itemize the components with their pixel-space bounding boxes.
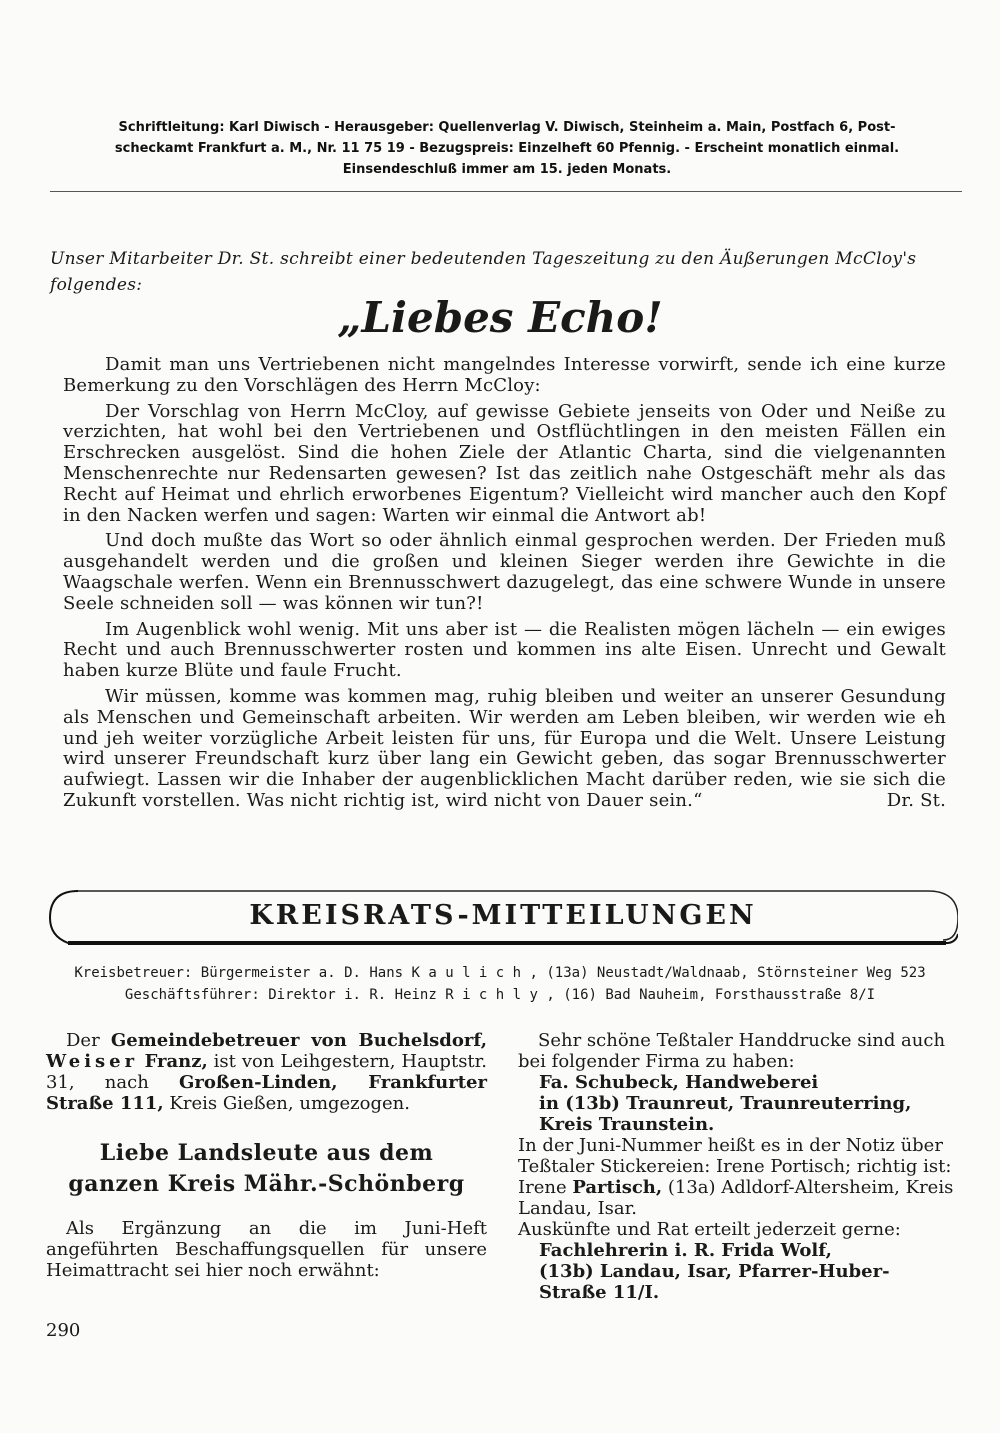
page-number: 290	[46, 1320, 81, 1341]
letter-paragraph: Und doch mußte das Wort so oder ähnlich einmal gesprochen werden. Der Frieden muß ausgehandelt werden und die großen und kleinen Sieger werden ihre Gewichte in die Waagschale werfen. Wenn ein Brennusschwert dazugelegt, das eine schwere Wunde in unsere Seele schneiden soll — was können wir tun?!	[63, 530, 946, 614]
contact-line-2: Geschäftsführer: Direktor i. R. Heinz R i c h l y , (16) Bad Nauheim, Forsthausstraße 8/I	[124, 987, 876, 1003]
subheading-line: ganzen Kreis Mähr.-Schönberg	[68, 1171, 465, 1197]
firm-line: Kreis Traunstein.	[539, 1114, 715, 1135]
section-banner	[48, 888, 958, 946]
firm-line: Fa. Schubeck, Handweberei	[539, 1072, 819, 1093]
subheading	[46, 1138, 487, 1200]
notice-text: ist von Leihgestern, Hauptstr. 31, nach	[46, 1051, 488, 1093]
info-text: Auskünfte und Rat erteilt jederzeit gerne:	[518, 1219, 901, 1240]
letter-body	[63, 355, 946, 817]
letter-paragraph: Damit man uns Vertriebenen nicht mangelndes Interesse vorwirft, sende ich eine kurze Bemerkung zu den Vorschlägen des Herrn McCloy:	[63, 354, 946, 396]
notice-text: Der	[66, 1030, 111, 1051]
notice-name-spaced: Weiser	[46, 1051, 139, 1072]
correction-part: (13a) Adldorf-Altersheim, Kreis Landau, Isar.	[518, 1177, 954, 1219]
article-headline: „Liebes Echo!	[337, 293, 663, 342]
letter-paragraph: Der Vorschlag von Herrn McCloy, auf gewisse Gebiete jenseits von Oder und Neiße zu verzichten, hat wohl bei den Vertriebenen und Ostflüchtlingen in den meisten Fällen ein Erschrecken ausgelöst. Sind die hohen Ziele der Atlantic Charta, sind die vielgenannten Menschenrechte nur Redensarten gewesen? Ist das zeitlich nahe Ostgeschäft mehr als das Recht auf Heimat und ehrlich erworbenes Eigentum? Vielleicht wird mancher auch den Kopf in den Nacken werfen und sagen: Warten wir einmal die Antwort ab!	[63, 400, 946, 526]
subheading-line: Liebe Landsleute aus dem	[99, 1140, 434, 1166]
correction-part: In der Juni-Nummer heißt es in der Notiz über Teßtaler Stickereien: Irene Portisch; richtig ist: Irene	[518, 1135, 952, 1198]
imprint-line-3: Einsendeschluß immer am 15. jeden Monats.	[342, 162, 672, 177]
correction-name: Partisch,	[572, 1177, 663, 1198]
relocation-notice	[46, 1030, 487, 1114]
notice-bold: Gemeindebetreuer von Buchelsdorf,	[110, 1030, 487, 1051]
contact-address	[518, 1240, 960, 1303]
supplement-text: Als Ergänzung an die im Juni-Heft angeführten Beschaffungsquellen für unsere Heimattracht sei hier noch erwähnt:	[46, 1218, 487, 1281]
notice-text: Kreis Gießen, umgezogen.	[163, 1093, 410, 1114]
contact-line: Straße 11/I.	[539, 1282, 660, 1303]
handprint-text: Sehr schöne Teßtaler Handdrucke sind auch bei folgender Firma zu haben:	[518, 1030, 946, 1072]
firm-address	[518, 1072, 960, 1135]
right-column	[518, 1030, 960, 1303]
contact-line: (13b) Landau, Isar, Pfarrer-Huber-	[539, 1261, 890, 1282]
imprint-line-1: Schriftleitung: Karl Diwisch - Herausgeber: Quellenverlag V. Diwisch, Steinheim a. Main, Postfach 6, Post-	[118, 120, 896, 135]
contact-line: Fachlehrerin i. R. Frida Wolf,	[539, 1240, 832, 1261]
notice-bold: Franz,	[138, 1051, 208, 1072]
letter-paragraph: Im Augenblick wohl wenig. Mit uns aber ist — die Realisten mögen lächeln — ein ewiges Recht und auch Brennusschwerter rosten und kommen ins alte Eisen. Unrecht und Gewalt haben kurze Blüte und faule Frucht.	[63, 618, 946, 682]
intro-text: Unser Mitarbeiter Dr. St. schreibt einer bedeutenden Tageszeitung zu den Äußerungen McCloy's folgendes:	[50, 249, 917, 295]
imprint-line-2: scheckamt Frankfurt a. M., Nr. 11 75 19 - Bezugspreis: Einzelheft 60 Pfennig. - Erscheint monatlich einmal.	[114, 141, 900, 156]
letter-paragraph-text: Wir müssen, komme was kommen mag, ruhig bleiben und weiter an unserer Gesundung als Menschen und Gemeinschaft arbeiten. Wir werden am Leben bleiben, wir werden wie eh und jeh weiter vorzügliche Arbeit leisten für uns, für Europa und die Welt. Unsere Leistung wird unserer Freundschaft kurz über lang ein Gewicht geben, das sogar Brennusschwerter aufwiegt. Lassen wir die Inhaber der augenblicklichen Macht darüber reden, wie sie sich die Zukunft vorstellen. Was nicht richtig ist, wird nicht von Dauer sein.“	[63, 685, 946, 811]
contacts-block	[40, 962, 960, 1006]
left-column	[46, 1030, 487, 1281]
signature: Dr. St.	[886, 789, 946, 811]
section-title: KREISRATS-MITTEILUNGEN	[249, 900, 757, 931]
letter-paragraph-last	[63, 687, 946, 812]
contact-line-1: Kreisbetreuer: Bürgermeister a. D. Hans K a u l i c h , (13a) Neustadt/Waldnaab, Störnsteiner Weg 523	[74, 965, 926, 981]
correction-text	[518, 1135, 960, 1219]
notice-bold: Großen-Linden, Frankfurter Straße 111,	[46, 1072, 487, 1114]
divider-line	[50, 191, 962, 192]
firm-line: in (13b) Traunreut, Traunreuterring,	[539, 1093, 912, 1114]
imprint-block	[62, 117, 952, 180]
